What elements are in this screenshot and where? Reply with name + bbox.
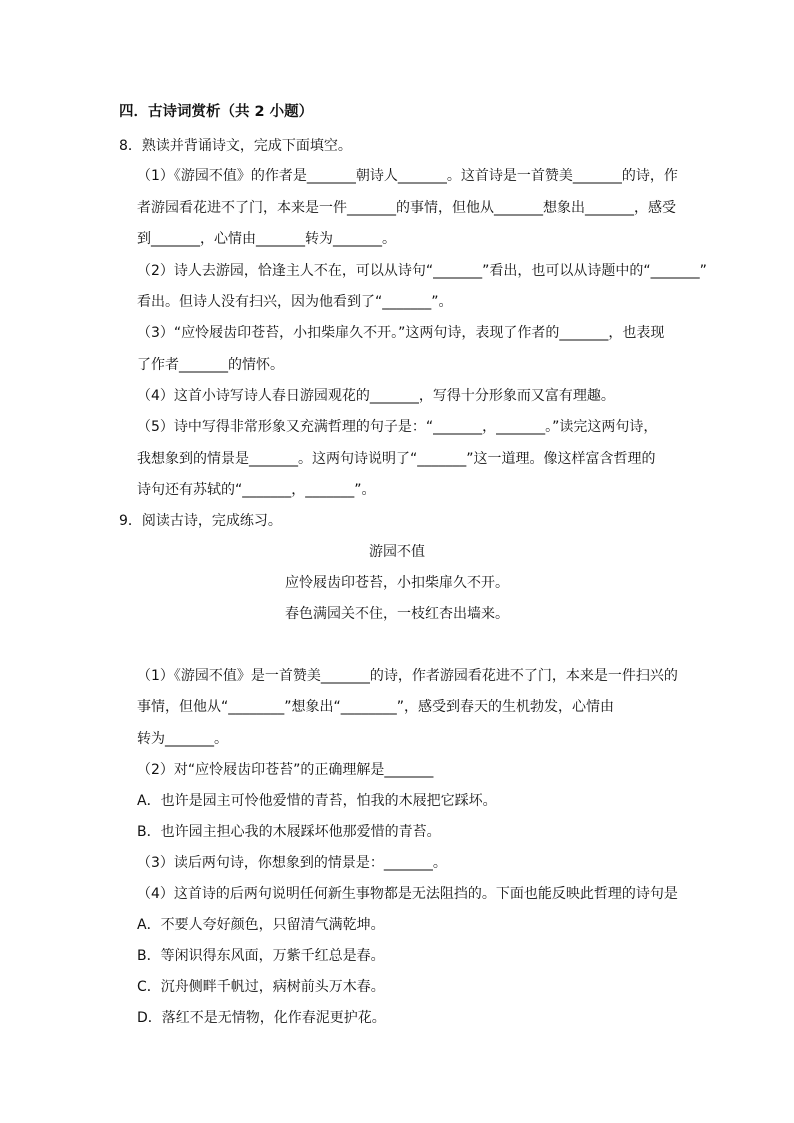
q8-line: 到_______，心情由_______转为_______。 bbox=[137, 231, 396, 247]
q9-line: （3）读后两句诗，你想象到的情景是：_______。 bbox=[137, 855, 447, 871]
q9-line: （2）对“应怜屐齿印苍苔”的正确理解是_______ bbox=[137, 762, 434, 778]
q9-option: B．等闲识得东风面，万紫千红总是春。 bbox=[137, 948, 385, 964]
q8-line: 者游园看花进不了门，本来是一件_______的事情，但他从_______想象出_______，感受 bbox=[137, 200, 676, 216]
question-text: 阅读古诗，完成练习。 bbox=[141, 513, 282, 529]
section-title: 四．古诗词赏析（共 2 小题） bbox=[119, 104, 314, 120]
q9-option: A．也许是园主可怜他爱惜的青苔，怕我的木屐把它踩坏。 bbox=[137, 793, 497, 809]
q9-line: （4）这首诗的后两句说明任何新生事物都是无法阻挡的。下面也能反映此哲理的诗句是 bbox=[137, 886, 678, 902]
q9-option: C．沉舟侧畔千帆过，病树前头万木春。 bbox=[137, 979, 385, 995]
q9-line: 转为_______。 bbox=[137, 731, 228, 747]
q8-line: （1）《游园不值》的作者是_______朝诗人_______。这首诗是一首赞美_______的诗，作 bbox=[137, 168, 678, 184]
poem-line: 春色满园关不住，一枝红杏出墙来。 bbox=[285, 606, 509, 622]
question-8-stem bbox=[119, 136, 352, 156]
q9-option: D．落红不是无情物，化作春泥更护花。 bbox=[137, 1010, 386, 1026]
poem-line: 应怜屐齿印苍苔，小扣柴扉久不开。 bbox=[285, 575, 509, 591]
q8-line: 诗句还有苏轼的“_______，_______”。 bbox=[137, 482, 376, 498]
poem-title: 游园不值 bbox=[369, 544, 425, 560]
question-text: 熟读并背诵诗文，完成下面填空。 bbox=[141, 138, 352, 154]
q8-line: （4）这首小诗写诗人春日游园观花的_______，写得十分形象而又富有理趣。 bbox=[137, 388, 615, 404]
q8-line: （3）“应怜屐齿印苍苔，小扣柴扉久不开。”这两句诗，表现了作者的_______，也表现 bbox=[137, 325, 665, 341]
q8-line: 我想象到的情景是_______。这两句诗说明了“_______”这一道理。像这样富含哲理的 bbox=[137, 451, 656, 467]
q9-option: A．不要人夸好颜色，只留清气满乾坤。 bbox=[137, 917, 385, 933]
question-number: 9． bbox=[119, 513, 142, 529]
q8-line: 看出。但诗人没有扫兴，因为他看到了“_______”。 bbox=[137, 294, 453, 310]
q8-line: 了作者_______的情怀。 bbox=[137, 357, 284, 373]
question-9-stem bbox=[119, 511, 282, 531]
q9-option: B．也许园主担心我的木屐踩坏他那爱惜的青苔。 bbox=[137, 824, 441, 840]
question-number: 8． bbox=[119, 138, 142, 154]
q9-line: （1）《游园不值》是一首赞美_______的诗，作者游园看花进不了门，本来是一件扫兴的 bbox=[137, 668, 678, 684]
q8-line: （2）诗人去游园，恰逢主人不在，可以从诗句“_______”看出，也可以从诗题中的“_______” bbox=[137, 263, 707, 279]
q8-line: （5）诗中写得非常形象又充满哲理的句子是：“_______，_______。”读完这两句诗， bbox=[137, 419, 658, 435]
q9-line: 事情，但他从“________”想象出“________”，感受到春天的生机勃发，心情由 bbox=[137, 699, 615, 715]
